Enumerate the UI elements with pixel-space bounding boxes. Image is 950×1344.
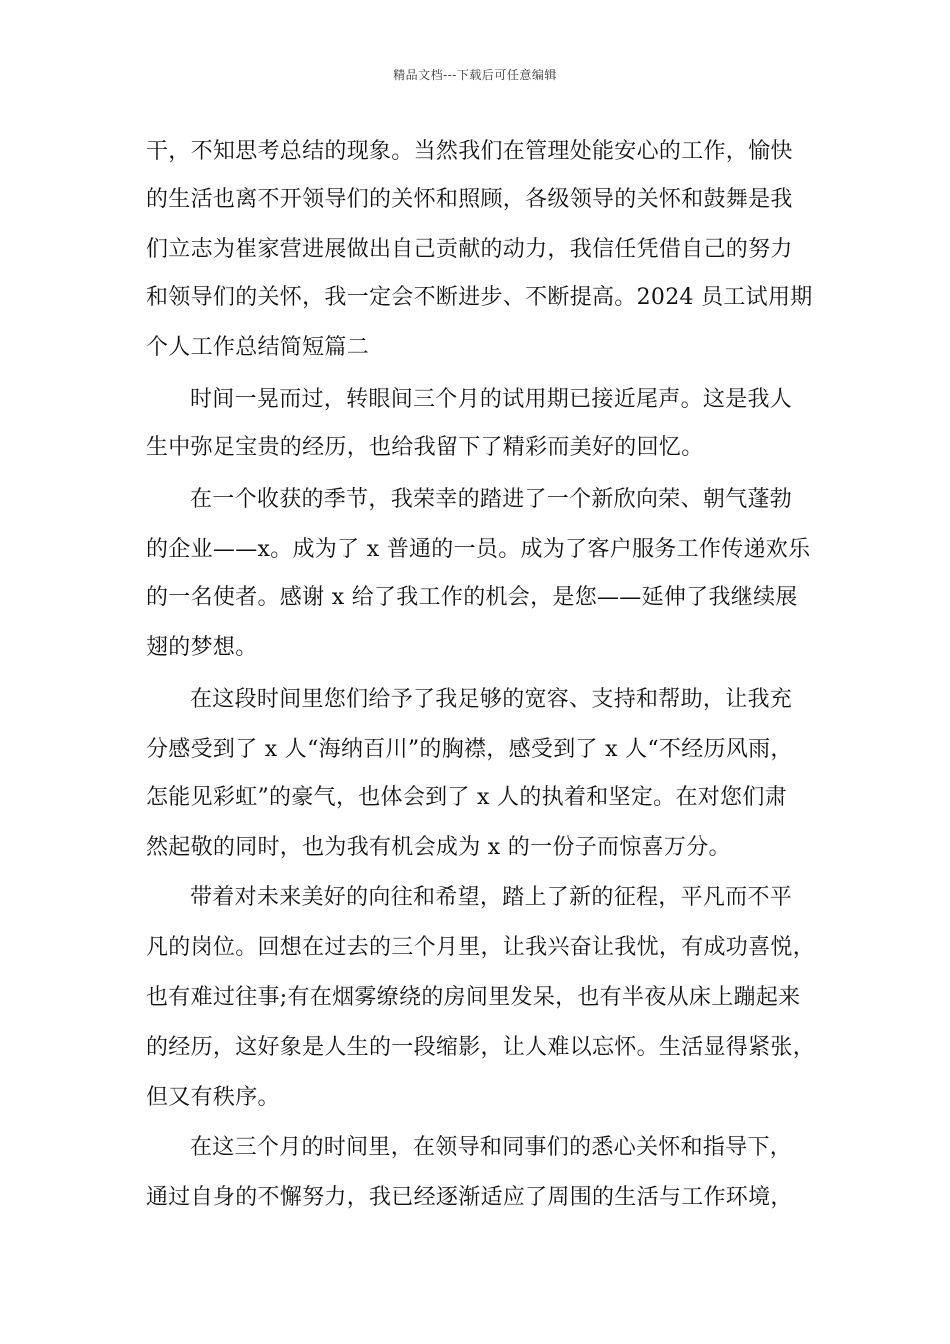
text-line: 但又有秩序。 [146, 1085, 280, 1110]
paragraph-first-line: 在一个收获的季节，我荣幸的踏进了一个新欣向荣、朝气蓬勃 [190, 487, 793, 512]
text-line: 干，不知思考总结的现象。当然我们在管理处能安心的工作，愉快 [146, 139, 793, 164]
text-line: 的生活也离不开领导们的关怀和照顾，各级领导的关怀和鼓舞是我 [146, 187, 793, 212]
paragraph-first-line: 时间一晃而过，转眼间三个月的试用期已接近尾声。这是我人 [190, 387, 793, 412]
text-line: 分感受到了 x 人“海纳百川”的胸襟，感受到了 x 人“不经历风雨， [146, 737, 793, 762]
text-line: 通过自身的不懈努力，我已经逐渐适应了周围的生活与工作环境， [146, 1185, 793, 1210]
text-line: 的一名使者。感谢 x 给了我工作的机会，是您——延伸了我继续展 [146, 585, 798, 610]
page-header: 精品文档---下载后可任意编辑 [393, 68, 557, 82]
text-line: 的经历，这好象是人生的一段缩影，让人难以忘怀。生活显得紧张， [146, 1035, 816, 1060]
text-line: 也有难过往事;有在烟雾缭绕的房间里发呆，也有半夜从床上蹦起来 [146, 985, 801, 1010]
text-line: 和领导们的关怀，我一定会不断进步、不断提高。2024 员工试用期 [146, 285, 813, 310]
text-line: 们立志为崔家营进展做出自己贡献的动力，我信任凭借自己的努力 [146, 237, 793, 262]
text-line: 然起敬的同时，也为我有机会成为 x 的一份子而惊喜万分。 [146, 835, 731, 860]
text-line: 翅的梦想。 [146, 635, 258, 660]
paragraph-first-line: 在这段时间里您们给予了我足够的宽容、支持和帮助，让我充 [190, 687, 793, 712]
text-line: 的企业——x。成为了 x 普通的一员。成为了客户服务工作传递欢乐 [146, 537, 811, 562]
paragraph-first-line: 带着对未来美好的向往和希望，踏上了新的征程，平凡而不平 [190, 885, 793, 910]
text-line: 生中弥足宝贵的经历，也给我留下了精彩而美好的回忆。 [146, 435, 704, 460]
paragraph-first-line: 在这三个月的时间里，在领导和同事们的悉心关怀和指导下， [190, 1135, 793, 1160]
text-line: 凡的岗位。回想在过去的三个月里，让我兴奋让我忧，有成功喜悦， [146, 935, 816, 960]
text-line: 怎能见彩虹”的豪气，也体会到了 x 人的执着和坚定。在对您们肃 [146, 785, 787, 810]
text-line: 个人工作总结简短篇二 [146, 335, 370, 360]
